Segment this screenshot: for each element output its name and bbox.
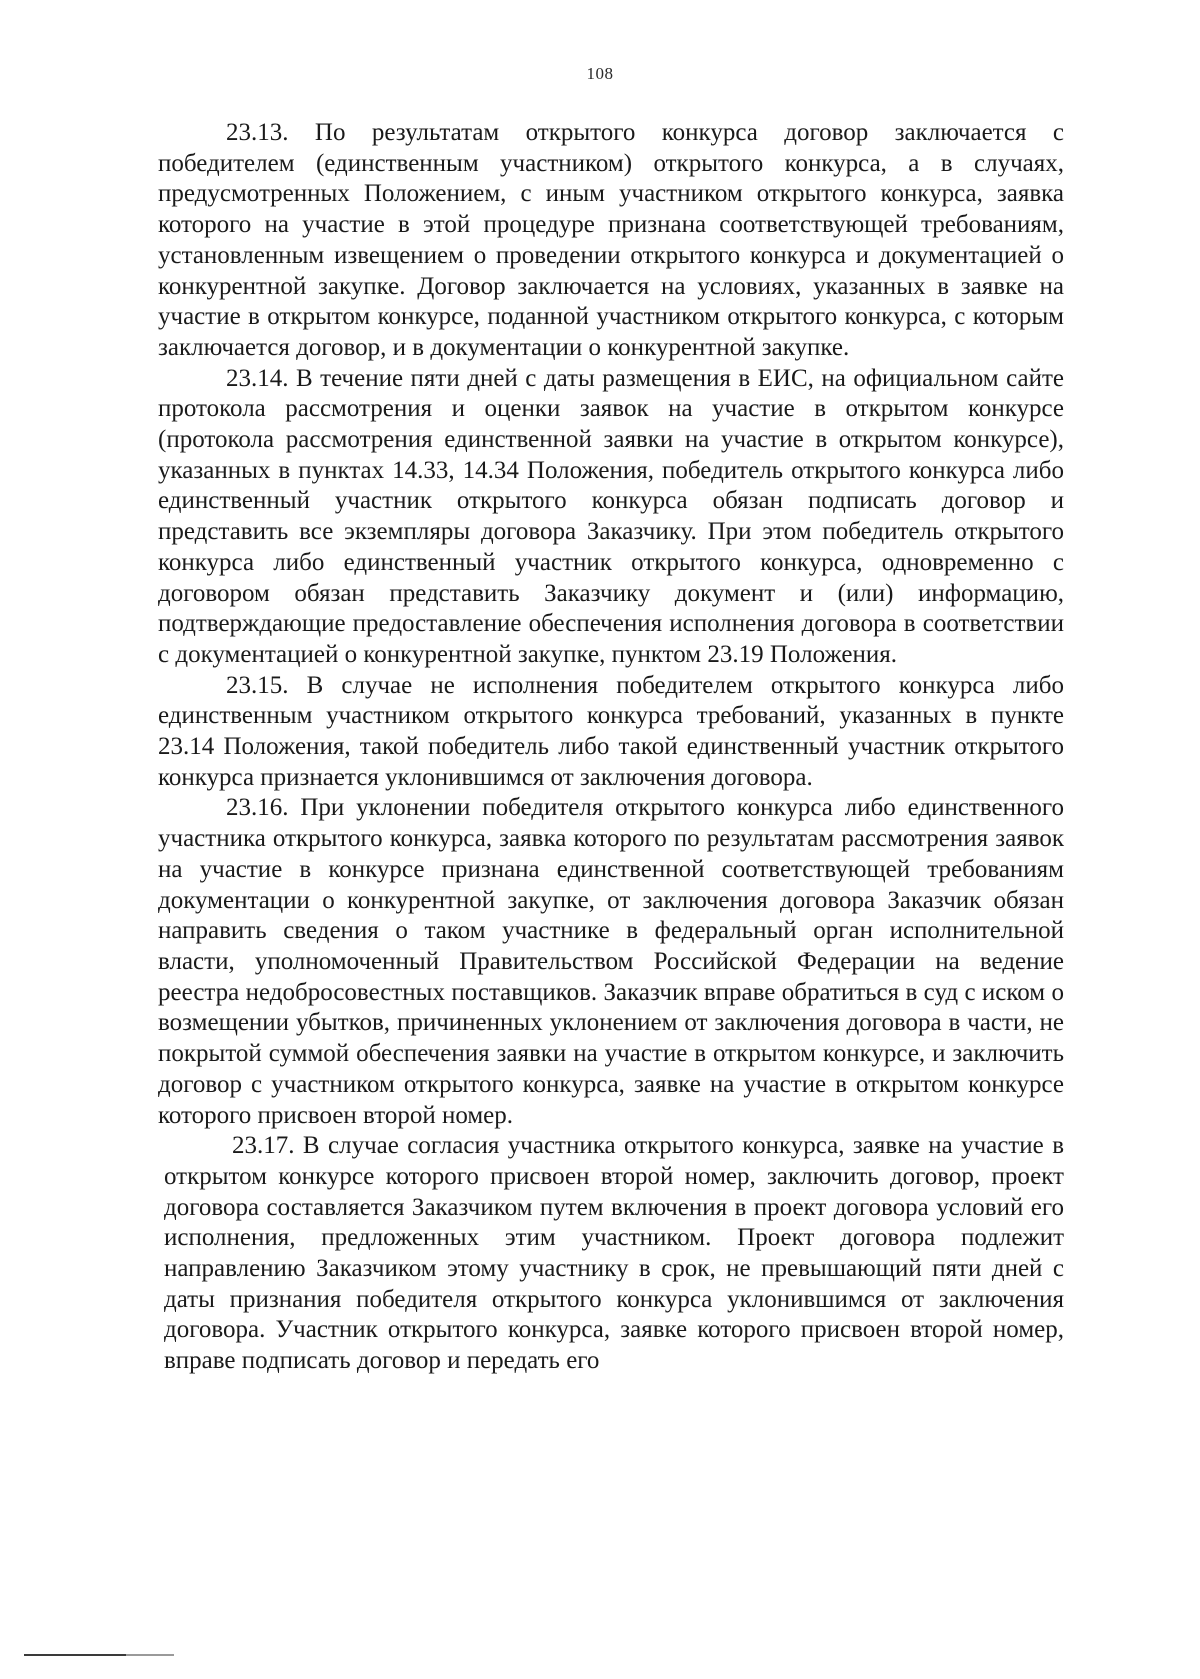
paragraph-23-15: 23.15. В случае не исполнения победителем открытого конкурса либо единственным участником открытого конкурса требований, указанных в пункте 23.14 Положения, такой победитель либо такой единственный участник открытого конкурса признается уклонившимся от заключения договора.: [158, 671, 1064, 791]
paragraph-23-17: 23.17. В случае согласия участника открытого конкурса, заявке на участие в открытом конкурсе которого присвоен второй номер, заключить договор, проект договора составляется Заказчиком путем включения в проект договора условий его исполнения, предложенных этим участником. Проект договора подлежит направлению Заказчиком этому участнику в срок, не превышающий пяти дней с даты признания победителя открытого конкурса уклонившимся от заключения договора. Участник открытого конкурса, заявке которого присвоен второй номер, вправе подписать договор и передать его: [164, 1132, 1064, 1375]
paragraph-23-14: 23.14. В течение пяти дней с даты размещения в ЕИС, на официальном сайте протокола рассмотрения и оценки заявок на участие в открытом конкурсе (протокола рассмотрения единственной заявки на участие в открытом конкурсе), указанных в пунктах 14.33, 14.34 Положения, победитель открытого конкурса либо единственный участник открытого конкурса обязан подписать договор и представить все экземпляры договора Заказчику. При этом победитель открытого конкурса либо единственный участник открытого конкурса, одновременно с договором обязан представить Заказчику документ и (или) информацию, подтверждающие предоставление обеспечения исполнения договора в соответствии с документацией о конкурентной закупке, пунктом 23.19 Положения.: [158, 364, 1064, 668]
page-number: 108: [586, 64, 614, 83]
footer-rule-faint: [126, 1654, 174, 1656]
paragraph-23-13: 23.13. По результатам открытого конкурса договор заключается с победителем (единственным участником) открытого конкурса, а в случаях, предусмотренных Положением, с иным участником открытого конкурса, заявка которого на участие в этой процедуре признана соответствующей требованиям, установленным извещением о проведении открытого конкурса и документацией о конкурентной закупке. Договор заключается на условиях, указанных в заявке на участие в открытом конкурсе, поданной участником открытого конкурса, с которым заключается договор, и в документации о конкурентной закупке.: [158, 119, 1064, 361]
paragraph-23-16: 23.16. При уклонении победителя открытого конкурса либо единственного участника открытого конкурса, заявка которого по результатам рассмотрения заявок на участие в конкурсе признана единственной соответствующей требованиям документации о конкурентной закупке, от заключения договора Заказчик обязан направить сведения о таком участнике в федеральный орган исполнительной власти, уполномоченный Правительством Российской Федерации на ведение реестра недобросовестных поставщиков. Заказчик вправе обратиться в суд с иском о возмещении убытков, причиненных уклонением от заключения договора в части, не покрытой суммой обеспечения заявки на участие в открытом конкурсе, и заключить договор с участником открытого конкурса, заявке на участие в открытом конкурсе которого присвоен второй номер.: [158, 794, 1064, 1129]
document-body: [158, 118, 1064, 1377]
